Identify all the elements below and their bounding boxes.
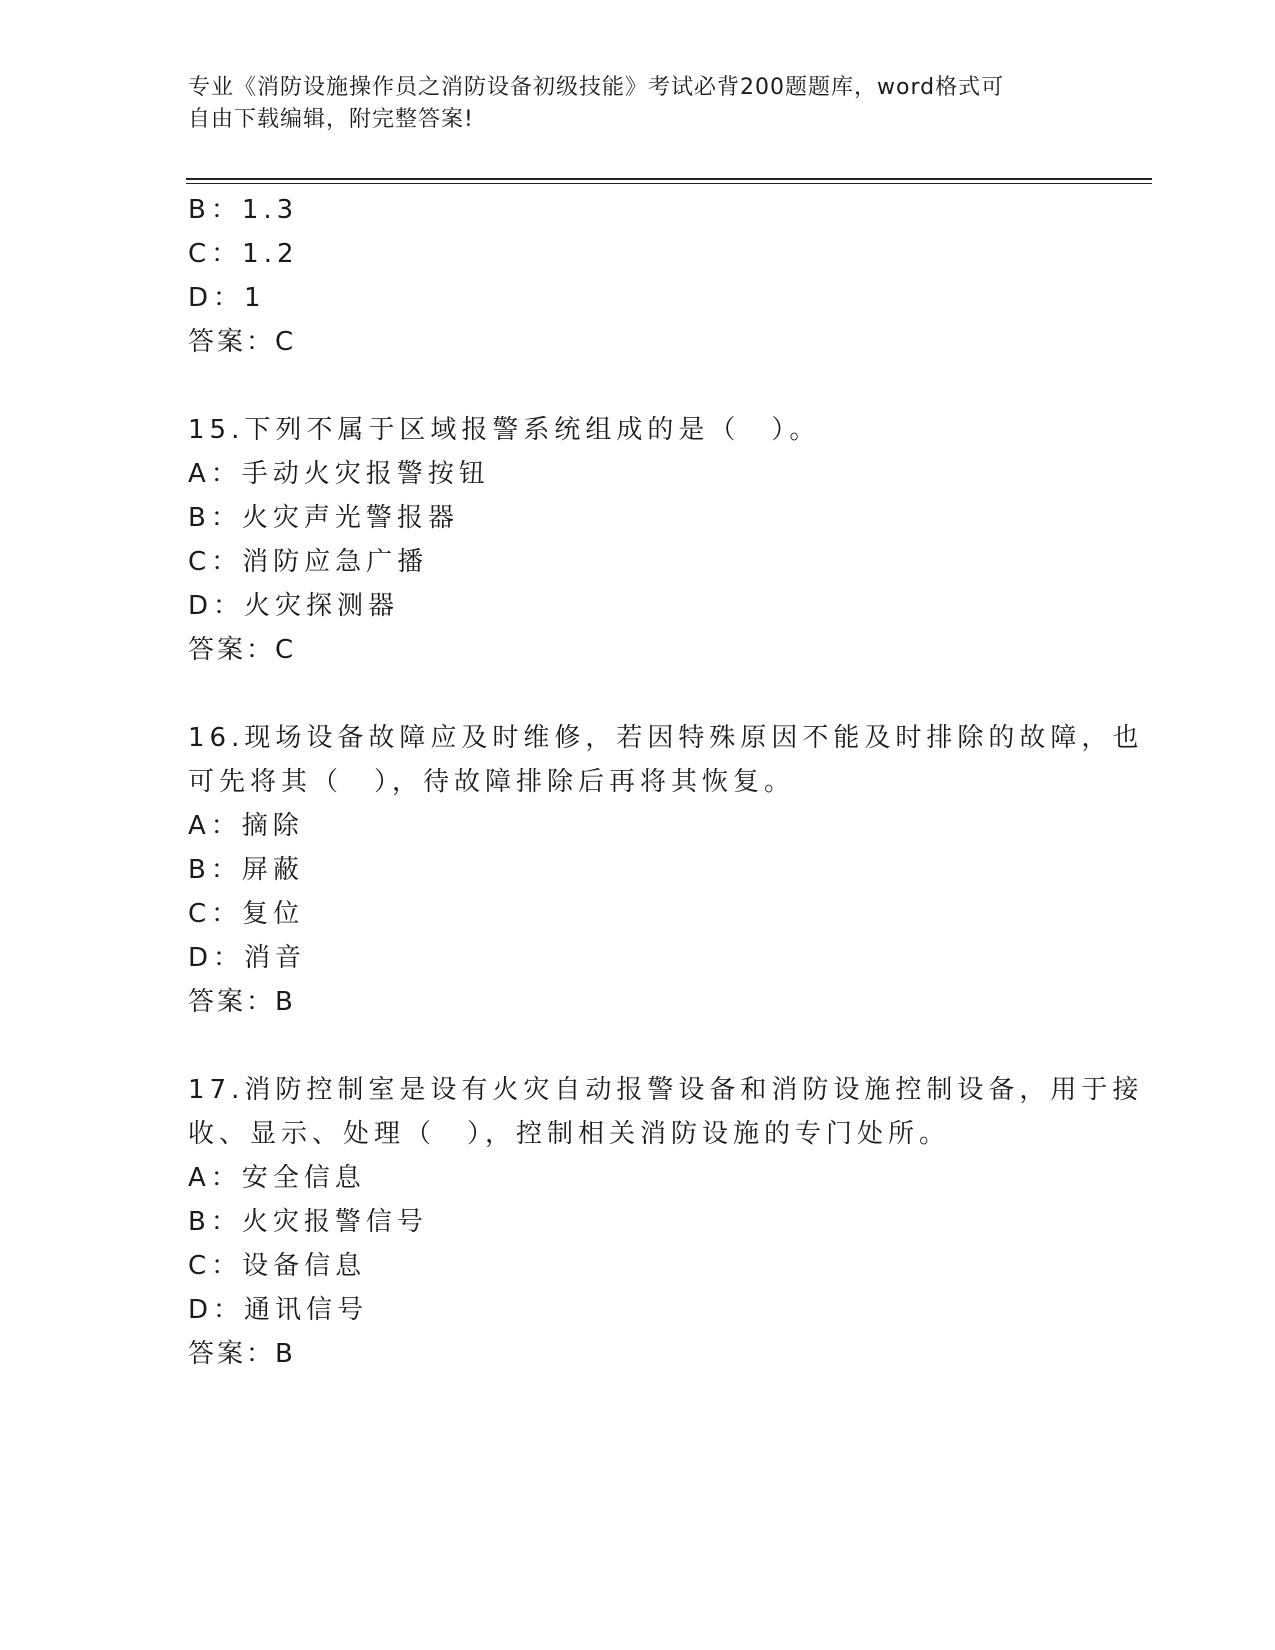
question-text: 15.下列不属于区域报警系统组成的是（ ）。 [188,415,821,445]
option-line: B：火灾报警信号 [188,1207,428,1237]
question-text: 收、显示、处理（ ），控制相关消防设施的专门处所。 [188,1119,951,1149]
option-line: C：复位 [188,899,305,929]
answer-line: 答案：B [188,1339,296,1369]
option-line: C：消防应急广播 [188,547,429,577]
option-line: B：屏蔽 [188,855,304,885]
option-line: B：1.3 [188,195,299,225]
option-line: D：消音 [188,943,307,973]
header-rule-thin [186,183,1152,184]
answer-line: 答案：C [188,635,297,665]
header-line-1: 专业《消防设施操作员之消防设备初级技能》考试必背200题题库，word格式可 [188,75,1005,100]
answer-line: 答案：B [188,987,296,1017]
option-line: D：1 [188,283,266,313]
option-line: A：安全信息 [188,1163,366,1193]
header-rule-thick [186,178,1152,180]
question-text: 17.消防控制室是设有火灾自动报警设备和消防设施控制设备，用于接 [188,1075,1144,1105]
option-line: D：通讯信号 [188,1295,369,1325]
question-text: 16.现场设备故障应及时维修，若因特殊原因不能及时排除的故障，也 [188,723,1144,753]
document-header [188,72,1068,136]
option-line: B：火灾声光警报器 [188,503,459,533]
option-line: D：火灾探测器 [188,591,400,621]
question-text: 可先将其（ ），待故障排除后再将其恢复。 [188,767,796,797]
answer-line: 答案：C [188,327,297,357]
option-line: C：1.2 [188,239,299,269]
header-line-2: 自由下载编辑，附完整答案! [188,107,474,132]
option-line: A：摘除 [188,811,304,841]
option-line: C：设备信息 [188,1251,367,1281]
option-line: A：手动火灾报警按钮 [188,459,490,489]
